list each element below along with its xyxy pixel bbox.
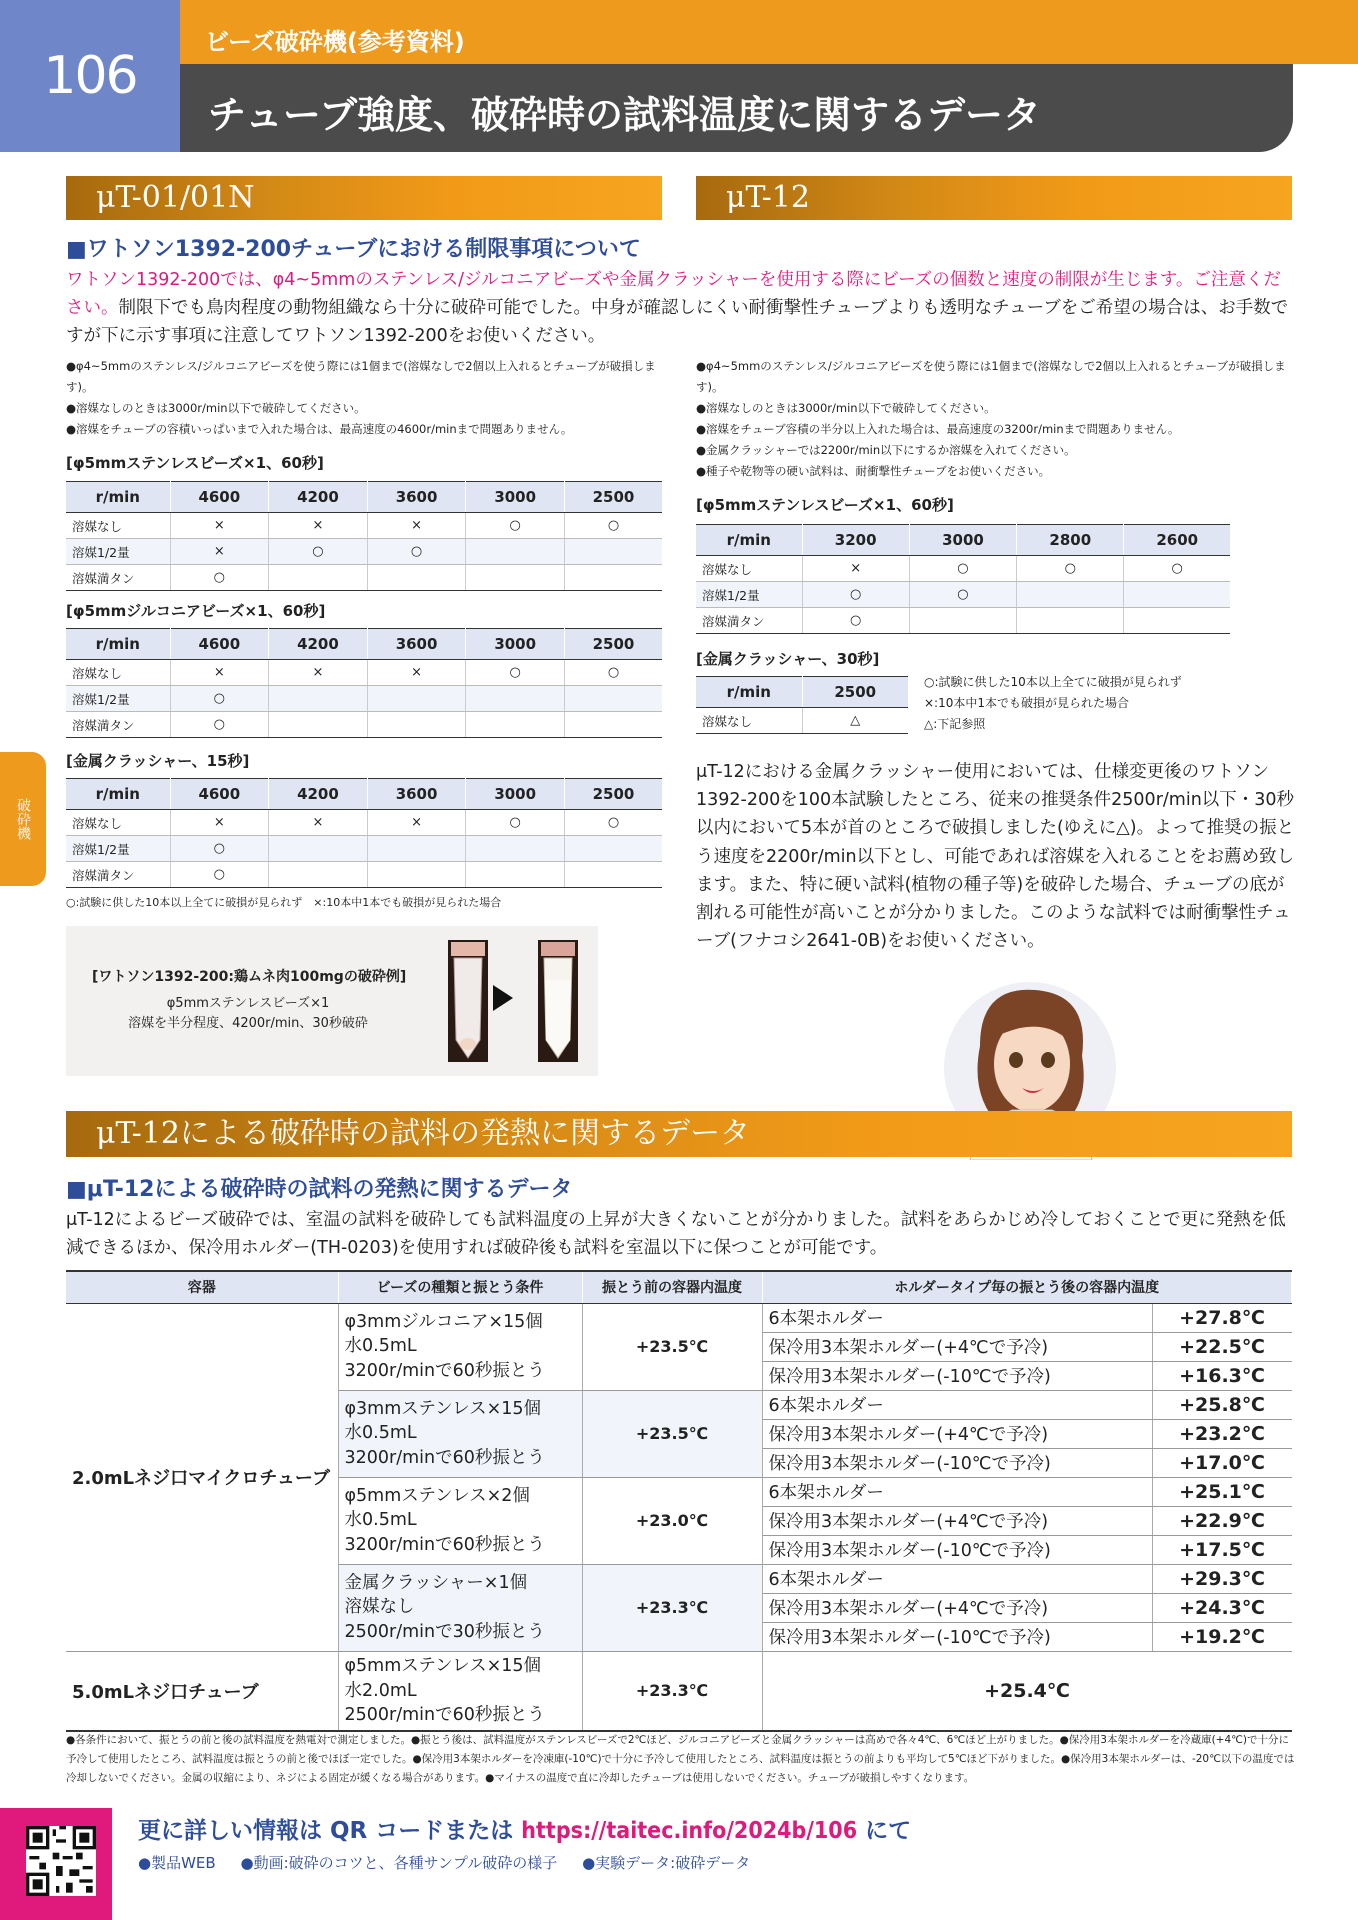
after-temp: +17.5℃ — [1152, 1535, 1292, 1564]
col-header: 2800 — [1017, 525, 1124, 556]
after-temp: +27.8℃ — [1152, 1303, 1292, 1332]
right-legend — [924, 672, 1182, 735]
footer-link-product[interactable]: ●製品WEB — [138, 1854, 216, 1872]
condition-line: φ5mmステンレス×15個 — [344, 1656, 542, 1676]
cell: × — [170, 513, 269, 539]
footer-link-video[interactable]: ●動画:破砕のコツと、各種サンプル破砕の様子 — [240, 1854, 558, 1872]
after-temp: +23.2℃ — [1152, 1419, 1292, 1448]
col-header: r/min — [66, 482, 170, 513]
cell: 溶媒なし — [696, 708, 802, 734]
right-notes — [696, 356, 1296, 482]
col-header: ビーズの種類と振とう条件 — [338, 1271, 582, 1303]
note-item: ●種子や乾物等の硬い試料は、耐衝撃性チューブをお使いください。 — [696, 464, 1051, 478]
cell: 溶媒満タン — [66, 565, 170, 591]
condition-line: 溶媒なし — [344, 1597, 415, 1618]
before-temp: +23.5℃ — [582, 1390, 762, 1477]
table-row — [66, 513, 662, 539]
cell — [269, 836, 368, 862]
table-row — [66, 539, 662, 565]
cell: × — [269, 810, 368, 836]
holder-cell: 6本架ホルダー — [762, 1390, 1152, 1419]
heat-footnote: ●各条件において、振とうの前と後の試料温度を熱電対で測定しました。●振とう後は、試料温度がステンレスビーズで2℃ほど、ジルコニアビーズと金属クラッシャーは高めで各々4℃、6℃ほど上がりました。●保冷用3本架ホルダーを冷蔵庫(+4℃)で十分に予冷して使用したところ、試料温度は振とうの前と後でほぼ一定でした。●保冷用3本架ホルダーを冷凍庫(-10℃)で十分に予冷して使用したところ、試料温度は振とうの前よりも平均して5℃ほど下がりました。●保冷用3本架ホルダーは、-20℃以下の温度では冷却しないでください。金属の収縮により、ネジによる固定が緩くなる場合があります。●マイナスの温度で直に冷却したチューブは使用しないでください。チューブが破損しやすくなります。 — [66, 1734, 1295, 1784]
qr-code-icon[interactable] — [26, 1826, 96, 1896]
after-temp: +25.8℃ — [1152, 1390, 1292, 1419]
photo-title: [ワトソン1392-200:鶏ムネ肉100mgの破砕例] — [92, 969, 407, 985]
cell: 溶媒なし — [66, 810, 170, 836]
photo-caption-line: 溶媒を半分程度、4200r/min、30秒破砕 — [128, 1016, 368, 1031]
condition-line: 3200r/minで60秒振とう — [344, 1534, 545, 1555]
footer-tail: にて — [857, 1818, 912, 1844]
left-notes — [66, 356, 664, 440]
cell: × — [269, 660, 368, 686]
note-item: ●φ4~5mmのステンレス/ジルコニアビーズを使う際には1個まで(溶媒なしで2個以上入れるとチューブが破損します)。 — [696, 359, 1286, 394]
note-item: ●溶媒なしのときは3000r/min以下で破砕してください。 — [66, 401, 366, 415]
table-row — [66, 1303, 1292, 1332]
condition-line: 3200r/minで60秒振とう — [344, 1447, 545, 1468]
cell: ○ — [802, 608, 909, 634]
condition-line: 水0.5mL — [344, 1336, 417, 1357]
table-row — [696, 556, 1230, 582]
legend-item: ○:試験に供した10本以上全てに破損が見られず — [924, 675, 1182, 689]
col-header: 3000 — [466, 482, 565, 513]
cell — [269, 686, 368, 712]
legend-item: ×:10本中1本でも破損が見られた場合 — [924, 696, 1130, 710]
cell: 溶媒1/2量 — [66, 836, 170, 862]
after-temp: +25.1℃ — [1152, 1477, 1292, 1506]
table-caption: [φ5mmステンレスビーズ×1、60秒] — [66, 454, 324, 472]
cell — [565, 862, 663, 888]
col-header: r/min — [696, 677, 802, 708]
col-header: 2500 — [565, 482, 663, 513]
condition-cell — [338, 1303, 582, 1390]
after-temp: +16.3℃ — [1152, 1361, 1292, 1390]
page-number: 106 — [0, 0, 180, 152]
holder-cell: 6本架ホルダー — [762, 1564, 1152, 1593]
cell — [367, 712, 466, 738]
cell: × — [367, 513, 466, 539]
condition-cell — [338, 1651, 582, 1731]
cell: ○ — [565, 513, 663, 539]
left-legend: ○:試験に供した10本以上全てに破損が見られず ×:10本中1本でも破損が見られた場合 — [66, 896, 502, 909]
condition-line: 2500r/minで30秒振とう — [344, 1621, 545, 1642]
cell: 溶媒満タン — [66, 862, 170, 888]
after-temp: +25.4℃ — [762, 1651, 1292, 1731]
col-header: 容器 — [66, 1271, 338, 1303]
table-caption: [金属クラッシャー、30秒] — [696, 650, 880, 668]
table-crusher-ut12 — [696, 676, 908, 734]
table-caption: [φ5mmステンレスビーズ×1、60秒] — [696, 496, 954, 514]
col-header: 4600 — [170, 629, 269, 660]
holder-cell: 6本架ホルダー — [762, 1303, 1152, 1332]
container-cell: 5.0mLネジ口チューブ — [66, 1651, 338, 1731]
cell: ○ — [269, 539, 368, 565]
cell: ○ — [565, 660, 663, 686]
cell: △ — [802, 708, 908, 734]
condition-cell — [338, 1477, 582, 1564]
col-header: 2500 — [565, 779, 663, 810]
col-header: 3000 — [909, 525, 1016, 556]
heat-paragraph: μT-12によるビーズ破砕では、室温の試料を破砕しても試料温度の上昇が大きくないことが分かりました。試料をあらかじめ冷しておくことで更に発熱を低減できるほか、保冷用ホルダー(TH-0203)を使用すれば破砕後も試料を室温以下に保つことが可能です。 — [66, 1210, 1286, 1258]
after-temp: +22.5℃ — [1152, 1332, 1292, 1361]
section-bar-heat: μT-12による破砕時の試料の発熱に関するデータ — [66, 1111, 1292, 1157]
after-temp: +17.0℃ — [1152, 1448, 1292, 1477]
tube-before-photo — [448, 940, 488, 1062]
legend-item: △:下記参照 — [924, 717, 986, 731]
cell: ○ — [565, 810, 663, 836]
header-subtitle: ビーズ破砕機(参考資料) — [205, 28, 465, 56]
condition-line: 2500r/minで60秒振とう — [344, 1705, 545, 1725]
note-item: ●φ4~5mmのステンレス/ジルコニアビーズを使う際には1個まで(溶媒なしで2個以上入れるとチューブが破損します)。 — [66, 359, 656, 394]
cell: ○ — [367, 539, 466, 565]
before-temp: +23.3℃ — [582, 1564, 762, 1651]
heat-table — [66, 1270, 1292, 1732]
container-cell: 2.0mLネジ口マイクロチューブ — [66, 1303, 338, 1651]
col-header: r/min — [66, 779, 170, 810]
arrow-right-icon — [493, 985, 513, 1011]
cell: 溶媒なし — [66, 660, 170, 686]
cell: ○ — [466, 810, 565, 836]
cell — [367, 686, 466, 712]
condition-line: 水2.0mL — [344, 1680, 417, 1701]
condition-line: φ5mmステンレス×2個 — [344, 1485, 530, 1506]
cell — [565, 712, 663, 738]
cell — [367, 836, 466, 862]
table-row — [66, 660, 662, 686]
after-temp: +19.2℃ — [1152, 1622, 1292, 1651]
after-temp: +29.3℃ — [1152, 1564, 1292, 1593]
table-row — [66, 862, 662, 888]
after-temp: +24.3℃ — [1152, 1593, 1292, 1622]
before-temp: +23.3℃ — [582, 1651, 762, 1731]
cell: 溶媒満タン — [66, 712, 170, 738]
cell — [466, 539, 565, 565]
condition-line: 3200r/minで60秒振とう — [344, 1360, 545, 1381]
col-header: 3000 — [466, 779, 565, 810]
holder-cell: 保冷用3本架ホルダー(-10℃で予冷) — [762, 1361, 1152, 1390]
col-header: 振とう前の容器内温度 — [582, 1271, 762, 1303]
cell: × — [367, 660, 466, 686]
cell — [466, 686, 565, 712]
cell — [1124, 582, 1230, 608]
table-row — [696, 608, 1230, 634]
condition-line: 水0.5mL — [344, 1510, 417, 1531]
cell — [565, 836, 663, 862]
table-row — [66, 836, 662, 862]
col-header: 4200 — [269, 779, 368, 810]
section-subhead-watson: ■ワトソン1392-200チューブにおける制限事項について — [66, 237, 641, 262]
holder-cell: 保冷用3本架ホルダー(-10℃で予冷) — [762, 1535, 1152, 1564]
cell: ○ — [170, 862, 269, 888]
cell — [1017, 608, 1124, 634]
note-item: ●溶媒をチューブの容積いっぱいまで入れた場合は、最高速度の4600r/minまで問題ありません。 — [66, 422, 573, 436]
col-header: ホルダータイプ毎の振とう後の容器内温度 — [762, 1271, 1292, 1303]
table-stainless-ut12 — [696, 524, 1230, 634]
col-header: 2500 — [565, 629, 663, 660]
cell: 溶媒なし — [66, 513, 170, 539]
cell — [565, 539, 663, 565]
ut12-paragraph: μT-12における金属クラッシャー使用においては、仕様変更後のワトソン1392-200を100本試験したところ、従来の推奨条件2500r/min以下・30秒以内において5本が首のところで破損しました(ゆえに△)。よって推奨の振とう速度を2200r/min以下とし、可能であれば溶媒を入れることをお薦め致します。また、特に硬い試料(植物の種子等)を破砕した場合、チューブの底が割れる可能性が高いことが分かりました。このような試料では耐衝撃性チューブ(フナコシ2641-0B)をお使いください。 — [696, 762, 1295, 952]
cell — [367, 565, 466, 591]
table-zirconia-ut01 — [66, 628, 662, 738]
cell: 溶媒1/2量 — [66, 686, 170, 712]
footer-url-link[interactable]: https://taitec.info/2024b/106 — [521, 1818, 858, 1844]
cell — [466, 836, 565, 862]
holder-cell: 保冷用3本架ホルダー(+4℃で予冷) — [762, 1593, 1152, 1622]
footer-link-data[interactable]: ●実験データ:破砕データ — [582, 1854, 751, 1872]
cell — [269, 565, 368, 591]
col-header: 3600 — [367, 779, 466, 810]
intro-body: 制限下でも鳥肉程度の動物組織なら十分に破砕可能でした。中身が確認しにくい耐衝撃性チューブよりも透明なチューブをご希望の場合は、お手数ですが下に示す事項に注意してワトソン1392-200をお使いください。 — [66, 298, 1289, 346]
table-row — [66, 1651, 1292, 1731]
holder-cell: 保冷用3本架ホルダー(-10℃で予冷) — [762, 1622, 1152, 1651]
cell — [909, 608, 1016, 634]
cell: ○ — [909, 582, 1016, 608]
cell: × — [170, 539, 269, 565]
cell — [466, 862, 565, 888]
col-header: 3200 — [802, 525, 909, 556]
cell — [466, 712, 565, 738]
intro-warning: ワトソン1392-200では、φ4~5mmのステンレス/ジルコニアビーズや金属クラッシャーを使用する際にビーズの個数と速度の制限が生じます。ご注意ください。 — [66, 270, 1281, 318]
holder-cell: 保冷用3本架ホルダー(-10℃で予冷) — [762, 1448, 1152, 1477]
table-caption: [金属クラッシャー、15秒] — [66, 752, 250, 770]
condition-cell — [338, 1390, 582, 1477]
footer-info — [138, 1812, 911, 1845]
page-title: チューブ強度、破砕時の試料温度に関するデータ — [208, 93, 1041, 137]
note-item: ●金属クラッシャーでは2200r/min以下にするか溶媒を入れてください。 — [696, 443, 1076, 457]
condition-line: φ3mmジルコニア×15個 — [344, 1311, 543, 1332]
cell — [269, 862, 368, 888]
tube-after-photo — [538, 940, 578, 1062]
holder-cell: 保冷用3本架ホルダー(+4℃で予冷) — [762, 1332, 1152, 1361]
cell — [367, 862, 466, 888]
cell: 溶媒1/2量 — [696, 582, 802, 608]
cell — [466, 565, 565, 591]
intro-paragraph — [66, 266, 1294, 350]
cell: × — [170, 660, 269, 686]
after-temp: +22.9℃ — [1152, 1506, 1292, 1535]
holder-cell: 6本架ホルダー — [762, 1477, 1152, 1506]
cell: ○ — [170, 565, 269, 591]
col-header: r/min — [696, 525, 802, 556]
before-temp: +23.5℃ — [582, 1303, 762, 1390]
cell: 溶媒なし — [696, 556, 802, 582]
section-bar-ut01: μT-01/01N — [66, 176, 662, 220]
cell — [1124, 608, 1230, 634]
cell: ○ — [466, 513, 565, 539]
note-item: ●溶媒なしのときは3000r/min以下で破砕してください。 — [696, 401, 996, 415]
condition-line: φ3mmステンレス×15個 — [344, 1398, 542, 1419]
cell: ○ — [909, 556, 1016, 582]
cell: ○ — [466, 660, 565, 686]
cell: ○ — [1017, 556, 1124, 582]
section-bar-ut12: μT-12 — [696, 176, 1292, 220]
side-tab: 破砕機 — [0, 752, 46, 886]
table-crusher-ut01 — [66, 778, 662, 888]
table-row — [696, 582, 1230, 608]
cell: ○ — [170, 836, 269, 862]
cell: ○ — [802, 582, 909, 608]
photo-caption-line: φ5mmステンレスビーズ×1 — [166, 996, 330, 1011]
cell: × — [367, 810, 466, 836]
section-subhead-heat: ■μT-12による破砕時の試料の発熱に関するデータ — [66, 1177, 573, 1202]
footer-lead: 更に詳しい情報は QR コードまたは — [138, 1818, 522, 1844]
cell: × — [802, 556, 909, 582]
table-row — [66, 686, 662, 712]
table-row — [66, 712, 662, 738]
cell — [1017, 582, 1124, 608]
footer-links — [138, 1852, 770, 1873]
col-header: 2600 — [1124, 525, 1230, 556]
col-header: 4600 — [170, 779, 269, 810]
cell: ○ — [1124, 556, 1230, 582]
cell — [565, 565, 663, 591]
table-stainless-ut01 — [66, 481, 662, 591]
cell: 溶媒1/2量 — [66, 539, 170, 565]
table-caption: [φ5mmジルコニアビーズ×1、60秒] — [66, 602, 326, 620]
col-header: r/min — [66, 629, 170, 660]
col-header: 4200 — [269, 482, 368, 513]
condition-line: 金属クラッシャー×1個 — [344, 1572, 528, 1593]
cell: × — [269, 513, 368, 539]
holder-cell: 保冷用3本架ホルダー(+4℃で予冷) — [762, 1506, 1152, 1535]
cell: ○ — [170, 686, 269, 712]
table-row — [696, 708, 908, 734]
note-item: ●溶媒をチューブ容積の半分以上入れた場合は、最高速度の3200r/minまで問題ありません。 — [696, 422, 1180, 436]
holder-cell: 保冷用3本架ホルダー(+4℃で予冷) — [762, 1419, 1152, 1448]
condition-cell — [338, 1564, 582, 1651]
cell — [565, 686, 663, 712]
table-row — [66, 565, 662, 591]
table-row — [66, 810, 662, 836]
cell: ○ — [170, 712, 269, 738]
col-header: 3600 — [367, 482, 466, 513]
col-header: 4200 — [269, 629, 368, 660]
col-header: 3000 — [466, 629, 565, 660]
col-header: 4600 — [170, 482, 269, 513]
col-header: 3600 — [367, 629, 466, 660]
cell — [269, 712, 368, 738]
col-header: 2500 — [802, 677, 908, 708]
cell: 溶媒満タン — [696, 608, 802, 634]
condition-line: 水0.5mL — [344, 1423, 417, 1444]
before-temp: +23.0℃ — [582, 1477, 762, 1564]
cell: × — [170, 810, 269, 836]
